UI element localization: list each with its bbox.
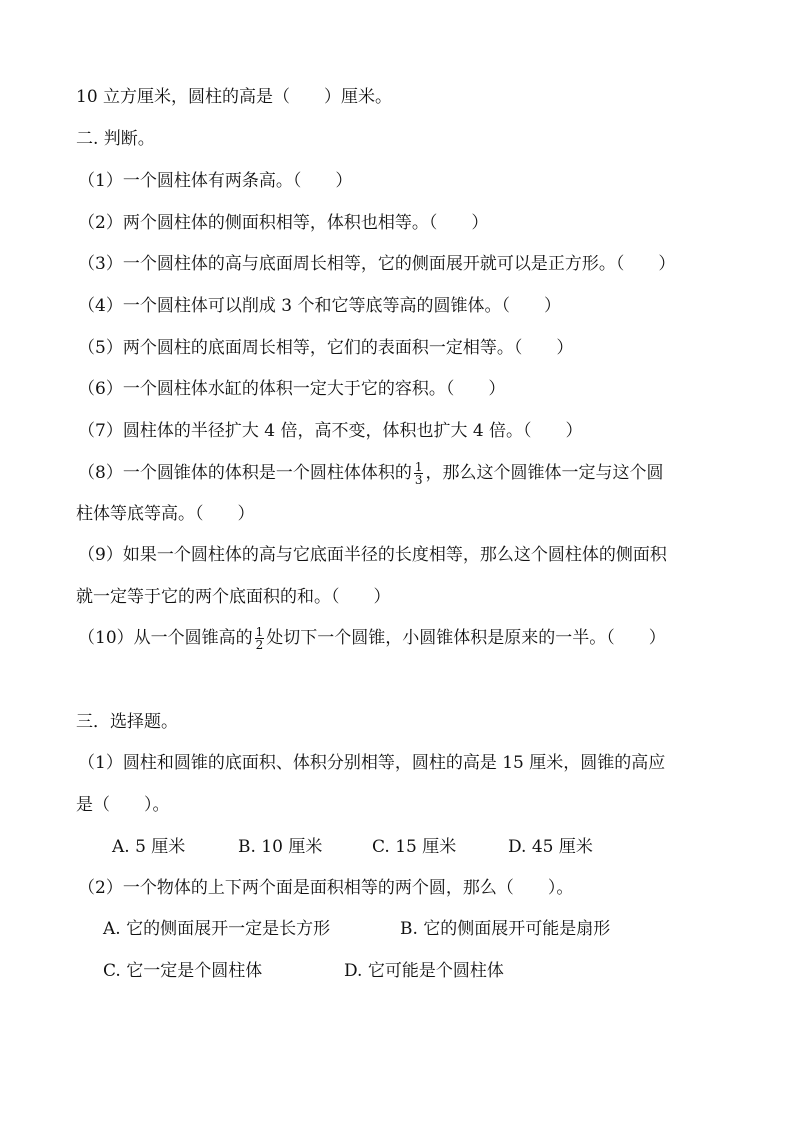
judge-item-8-cont: 柱体等底等高。（ ） <box>76 504 255 524</box>
judge-item-8-before: （8）一个圆锥体的体积是一个圆柱体体积的 <box>78 463 412 483</box>
judge-item-3: （3）一个圆柱体的高与底面周长相等，它的侧面展开就可以是正方形。（ ） <box>78 254 676 274</box>
choice-q1-line1: （1）圆柱和圆锥的底面积、体积分别相等，圆柱的高是 15 厘米，圆锥的高应 <box>78 753 666 773</box>
section-judge-heading: 二. 判断。 <box>76 129 155 149</box>
judge-item-6: （6）一个圆柱体水缸的体积一定大于它的容积。（ ） <box>78 379 506 399</box>
judge-item-2: （2）两个圆柱体的侧面积相等，体积也相等。（ ） <box>78 213 489 233</box>
judge-item-10-before: （10）从一个圆锥高的 <box>78 628 253 648</box>
judge-item-4: （4）一个圆柱体可以削成 3 个和它等底等高的圆锥体。（ ） <box>78 296 561 316</box>
judge-item-9-line2: 就一定等于它的两个底面积的和。（ ） <box>76 587 391 607</box>
judge-item-10 <box>78 626 666 651</box>
q2-option-d: D. 它可能是个圆柱体 <box>344 961 504 981</box>
choice-q1-line2: 是（ ）。 <box>76 795 170 815</box>
judge-item-9-line1: （9）如果一个圆柱体的高与它底面半径的长度相等，那么这个圆柱体的侧面积 <box>78 545 667 565</box>
fraction-one-third: $\frac{1}{3}$ <box>414 460 423 487</box>
q2-option-a: A. 它的侧面展开一定是长方形 <box>103 919 331 939</box>
choice-q2-stem: （2）一个物体的上下两个面是面积相等的两个圆，那么（ ）。 <box>78 878 574 898</box>
carry-over-line: 10 立方厘米，圆柱的高是（ ）厘米。 <box>76 87 393 107</box>
q1-option-a: A. 5 厘米 <box>112 837 186 857</box>
judge-item-10-after: 处切下一个圆锥，小圆锥体积是原来的一半。（ ） <box>266 628 666 648</box>
judge-item-1: （1）一个圆柱体有两条高。（ ） <box>78 171 353 191</box>
q2-option-c: C. 它一定是个圆柱体 <box>103 961 263 981</box>
section-choice-heading: 三．选择题。 <box>76 712 178 732</box>
q2-option-b: B. 它的侧面展开可能是扇形 <box>400 919 611 939</box>
q1-option-b: B. 10 厘米 <box>238 837 323 857</box>
judge-item-8-after: ，那么这个圆锥体一定与这个圆 <box>425 463 664 483</box>
q1-option-c: C. 15 厘米 <box>372 837 457 857</box>
q1-option-d: D. 45 厘米 <box>508 837 593 857</box>
judge-item-8 <box>78 461 663 486</box>
judge-item-5: （5）两个圆柱的底面周长相等，它们的表面积一定相等。（ ） <box>78 338 574 358</box>
judge-item-7: （7）圆柱体的半径扩大 4 倍，高不变，体积也扩大 4 倍。（ ） <box>78 421 583 441</box>
fraction-one-half: $\frac{1}{2}$ <box>255 625 264 652</box>
